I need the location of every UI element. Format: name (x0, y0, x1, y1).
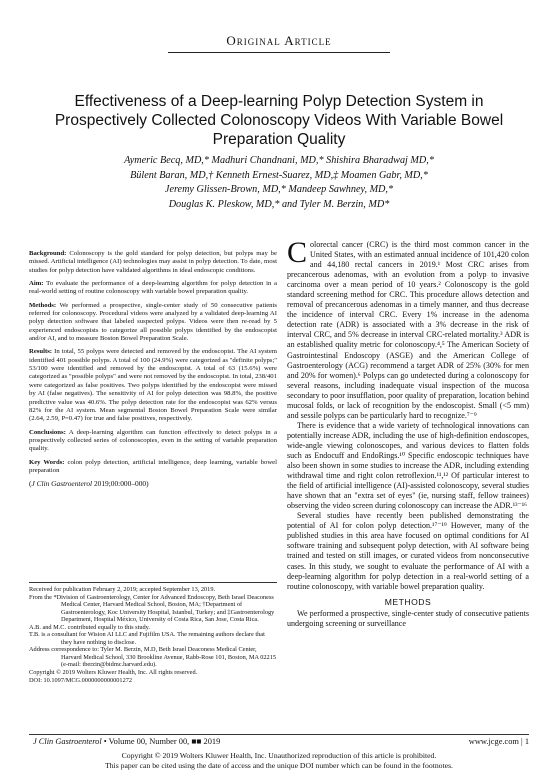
copyright-line: This paper can be cited using the date of access and the unique DOI number which can be found in the footnotes. (105, 761, 453, 770)
author-line: Aymeric Becq, MD,* Madhuri Chandnani, MD,* Shishira Bharadwaj MD,* (124, 155, 434, 166)
footer-rule (29, 734, 529, 735)
footer-site-page: www.jcge.com | 1 (468, 737, 529, 746)
abstract-methods: Methods: We performed a prospective, single-center study of 50 consecutive patients referred for colonoscopy. Procedural videos were analyzed by a validated deep-learning AI polyp detection software that labeled suspected polyps. Videos were then re-read by 5 experienced endoscopists to categorize all possible polyps identified by the endoscopist and/or AI, and to measure Boston Bowel Preparation Scale. (29, 301, 277, 343)
section-label: Original Article (226, 33, 332, 48)
footnotes (29, 586, 277, 684)
footnote-correspondence: Address correspondence to: Tyler M. Berzin, M.D, Beth Israel Deaconess Medical Center, Harvard Medical School, 330 Brookline Avenue, Rabb-Rose 101, Boston, MA 02215 (e-mail: tberzin@bidmc.harvard.edu). (29, 646, 277, 669)
abstract-conclusions: Conclusions: A deep-learning algorithm can function effectively to detect polyps in a prospectively collected series of colonoscopies, even in the setting of variable preparation quality. (29, 428, 277, 453)
methods-heading: METHODS (384, 596, 432, 607)
author-list (40, 154, 518, 212)
footnote-copyright: Copyright © 2019 Wolters Kluwer Health, Inc. All rights reserved. (29, 669, 198, 677)
abstract-results: Results: In total, 55 polyps were detected and removed by the endoscopist. The AI system identified 401 possible polyps. A total of 100 (24.9%) were categorized as "definite polyps;" 53/100 were identified and removed by the endoscopist. A total of 63 (15.6%) were categorized as "possible polyps" and were not removed by the endoscopist. In total, 238/401 were categorized as false positives. Two polyps identified by the endoscopist were missed by AI (false negatives). The sensitivity of AI for polyp detection was 98.8%, the positive predictive value was 40.6%. The polyp detection rate for the endoscopist was 62% versus 82% for the AI system. Mean segmental Boston Bowel Preparation Scale were similar (2.64, 2.59, P=0.47) for true and false positives, respectively. (29, 348, 278, 423)
author-line: Bülent Baran, MD,† Kenneth Ernest-Suarez, MD,‡ Moamen Gabr, MD,* (130, 169, 428, 181)
footnote-rule (29, 582, 277, 583)
author-line: Douglas K. Pleskow, MD,* and Tyler M. Berzin, MD* (168, 198, 390, 210)
footnote-disclosure: T.B. is a consultant for Wision AI LLC and Fujifilm USA. The remaining authors declare that they have nothing to disclose. (29, 631, 265, 646)
header-rule (168, 52, 390, 53)
footer-journal-info: J Clin Gastroenterol • Volume 00, Number 00, ■■ 2019 (33, 737, 221, 746)
footnote-affiliations: From the *Division of Gastroenterology, Center for Advanced Endoscopy, Beth Israel Deaconess Medical Center, Harvard Medical School, Boston, MA; †Department of Gastroenterology, Koc University Hospital, Istanbul, Turkey; and ‡Gastroenterology Department, Hospital México, University of Costa Rica, San Jose, Costa Rica. (29, 593, 275, 624)
abstract-keywords: Key Words: colon polyp detection, artificial intelligence, deep learning, variable bowel preparation (29, 458, 278, 474)
body-paragraph: Colorectal cancer (CRC) is the third most common cancer in the United States, with an estimated annual incidence of 101,420 colon and 44,180 rectal cancers in 2019.¹ Most CRC arises from precancerous adenomas, with an evolution from a polyp to invasive carcinoma over a mean period of 10 years.² Colonoscopy is the gold standard screening method for CRC. This procedure allows detection and removal of precancerous adenomas in a timely manner, and thus decrease the incidence of interval CRC. Every 1% increase in the adenoma detection rate (ADR) is associated with a 3% decrease in the risk of interval CRC, and 5% decrease in interval CRC-related mortality.³ ADR is an established quality metric for colonoscopy.⁴,⁵ The American Society of Gastrointestinal Endoscopy (ASGE) and the American College of Gastroenterology (ACG) recommend a target ADR of 25% (30% for men and 20% for women).⁶ Polyps can go undetected during a colonoscopy for several reasons, including inadequate visual inspection of the mucosa secondary to poor insufflation, poor quality of preparation, location behind mucosal folds, or lack of recognition by the endoscopist. Small (<5 mm) and sessile polyps can be particularly hard to recognize.⁷⁻⁹ (287, 236, 529, 420)
citation: (J Clin Gastroenterol 2019;00:000–000) (29, 479, 149, 489)
copyright-line: Copyright © 2019 Wolters Kluwer Health, Inc. Unauthorized reproduction of this article is prohibited. (121, 751, 437, 760)
copyright-notice (0, 751, 558, 771)
article-title: Effectiveness of a Deep-learning Polyp Detection System in Prospectively Collected Colonoscopy Videos With Variable Bowel Preparation Quality (54, 93, 504, 148)
body-paragraph: There is evidence that a wide variety of technological innovations can potentially increase ADR, including the use of high-definition endoscopes, wide-angle viewing colonoscopes, and various devices to flatten folds such as Endocuff and EndoRings.¹⁰ Specific endoscopic techniques have also been shown in some studies to increase the ADR, including extending withdrawal time and right colon retroflexion.¹¹,¹² Of particular interest to the field of artificial intelligence (AI)-assisted colonoscopy, several studies have shown that an "extra set of eyes" (ie, nursing staff, fellow trainees) observing the video screen during colonoscopy can increase the ADR.¹³⁻¹⁶ (287, 420, 529, 511)
footnote-equal-contribution: A.B. and M.C. contributed equally to this study. (29, 623, 150, 631)
drop-cap: C (287, 236, 308, 269)
abstract (29, 250, 277, 489)
abstract-background: Background: Colonoscopy is the gold standard for polyp detection, but polyps may be missed. Artificial intelligence (AI) technologies may assist in polyp detection. To date, most studies for polyp detection have validated algorithms in ideal endoscopic conditions. (29, 250, 277, 274)
body-text (287, 236, 529, 629)
footnote-received: Received for publication February 2, 2019; accepted September 13, 2019. (29, 586, 216, 593)
body-paragraph: We performed a prospective, single-center study of consecutive patients undergoing screening or surveillance (287, 608, 529, 628)
body-paragraph: Several studies have recently been published demonstrating the potential of AI for colon polyp detection.¹⁷⁻¹⁹ However, many of the published studies in this area have focused on optimal conditions for AI software training and subsequent polyp detection, with AI software being trained and tested on still images, or curated videos from nonconsecutive cases. In this study, we sought to evaluate the performance of AI with a deep-learning algorithm for polyp detection in a real-world setting of a routine colonoscopy, with variable bowel preparation quality. (287, 511, 529, 591)
author-line: Jeremy Glissen-Brown, MD,* Mandeep Sawhney, MD,* (164, 184, 394, 196)
footer-site[interactable]: www.jcge.com (468, 737, 519, 746)
page-number: 1 (524, 737, 529, 746)
abstract-aim: Aim: To evaluate the performance of a deep-learning algorithm for polyp detection in a real-world setting of routine colonoscopy with variable bowel preparation quality. (29, 280, 277, 296)
footnote-doi: DOI: 10.1097/MCG.0000000000001272 (29, 676, 133, 684)
